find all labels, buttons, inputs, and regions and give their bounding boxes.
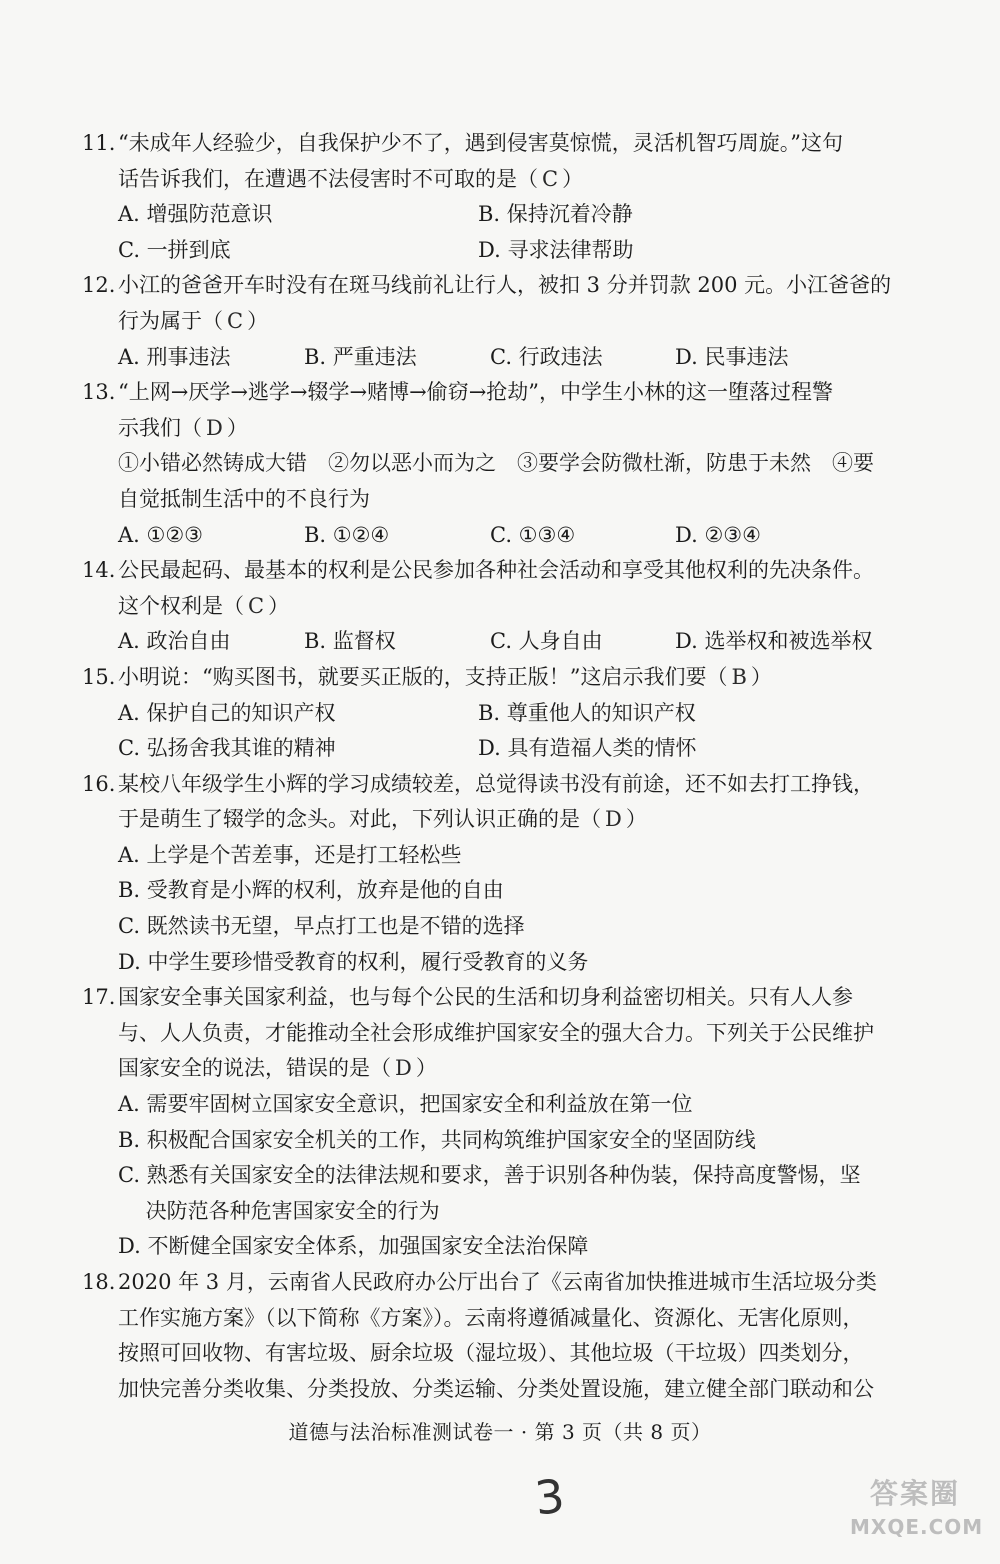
question-stem-line: 这个权利是（ C ）	[82, 589, 932, 625]
question-list	[82, 126, 932, 1407]
option-b: B. 监督权	[304, 629, 396, 654]
question-stem-line: 于是萌生了辍学的念头。对此，下列认识正确的是（ D ）	[82, 802, 932, 838]
option-c: C. ①③④	[490, 522, 576, 547]
question-number: 11.	[82, 131, 116, 155]
question-stem-line: 17. 国家安全事关国家利益，也与每个公民的生活和切身利益密切相关。只有人人参	[82, 980, 932, 1016]
handwritten-page-number: 3	[532, 1468, 568, 1526]
question-stem-line: 14. 公民最起码、最基本的权利是公民参加各种社会活动和享受其他权利的先决条件。	[82, 553, 932, 589]
page-footer: 道德与法治标准测试卷一 · 第 3 页（共 8 页）	[288, 1420, 712, 1444]
statement-line: 自觉抵制生活中的不良行为	[118, 486, 370, 511]
question-stem-line: 16. 某校八年级学生小辉的学习成绩较差，总觉得读书没有前途，还不如去打工挣钱，	[82, 767, 932, 803]
option-a: A. 刑事违法	[118, 344, 231, 369]
question-stem-line: 加快完善分类收集、分类投放、分类运输、分类处置设施，建立健全部门联动和公	[118, 1376, 874, 1401]
option-a: A. ①②③	[118, 522, 203, 547]
option-d: D. 中学生要珍惜受教育的权利，履行受教育的义务	[118, 949, 589, 974]
option-c: C. 人身自由	[490, 629, 603, 654]
option-b: B. 尊重他人的知识产权	[478, 700, 696, 725]
option-a: A. 政治自由	[118, 629, 231, 654]
question-stem-line: 12. 小江的爸爸开车时没有在斑马线前礼让行人，被扣 3 分并罚款 200 元。小江爸爸的	[82, 268, 932, 304]
option-c-continued: 决防范各种危害国家安全的行为	[118, 1198, 440, 1223]
question-stem-line: 13. “上网→厌学→逃学→辍学→赌博→偷窃→抢劫”，中学生小林的这一堕落过程警	[82, 375, 932, 411]
option-d: D. 不断健全国家安全体系，加强国家安全法治保障	[118, 1234, 589, 1259]
question-number: 18.	[82, 1270, 116, 1294]
question-stem-line: 工作实施方案》（以下简称《方案》）。云南将遵循减量化、资源化、无害化原则，	[118, 1305, 864, 1330]
option-b: B. ①②④	[304, 522, 390, 547]
option-row	[82, 197, 932, 233]
option-b: B. 严重违法	[304, 344, 417, 369]
question-stem-line: 国家安全的说法，错误的是（ D ）	[82, 1051, 932, 1087]
option-d: D. 民事违法	[675, 344, 789, 369]
option-d: D. 选举权和被选举权	[675, 629, 873, 654]
option-c: C. 一拼到底	[118, 237, 231, 262]
watermark-top: 答案圈	[869, 1477, 960, 1510]
question-12	[82, 268, 932, 375]
option-row	[82, 233, 932, 269]
answer-mark: B	[731, 664, 747, 689]
answer-mark: D	[206, 415, 223, 440]
watermark-bottom: MXQE.COM	[850, 1515, 984, 1539]
answer-mark: D	[395, 1056, 412, 1081]
question-number: 16.	[82, 771, 116, 796]
option-b: B. 受教育是小辉的权利，放弃是他的自由	[118, 878, 504, 903]
option-row	[82, 518, 932, 554]
question-stem-line: 18. 2020 年 3 月，云南省人民政府办公厅出台了《云南省加快推进城市生活垃圾分类	[82, 1265, 932, 1301]
question-11	[82, 126, 932, 268]
answer-mark: C	[227, 308, 244, 333]
option-a: A. 上学是个苦差事，还是打工轻松些	[118, 842, 462, 867]
question-16	[82, 767, 932, 981]
answer-mark: D	[605, 807, 622, 832]
option-d: D. 寻求法律帮助	[478, 237, 634, 262]
question-stem-line: 行为属于（ C ）	[82, 304, 932, 340]
question-number: 13.	[82, 380, 116, 405]
option-a: A. 需要牢固树立国家安全意识，把国家安全和利益放在第一位	[118, 1092, 693, 1117]
question-stem-line: 与、人人负责，才能推动全社会形成维护国家安全的强大合力。下列关于公民维护	[118, 1020, 874, 1045]
option-row	[82, 731, 932, 767]
statement-line: ①小错必然铸成大错 ②勿以恶小而为之 ③要学会防微杜渐，防患于未然 ④要	[118, 451, 874, 476]
question-15	[82, 660, 932, 767]
option-d: D. 具有造福人类的情怀	[478, 736, 697, 761]
option-c: C. 既然读书无望，早点打工也是不错的选择	[118, 914, 525, 939]
option-b: B. 保持沉着冷静	[478, 202, 633, 227]
question-number: 15.	[82, 664, 116, 689]
watermark-logo	[850, 1475, 984, 1555]
option-row	[82, 340, 932, 376]
question-number: 14.	[82, 558, 116, 583]
question-13	[82, 375, 932, 553]
option-b: B. 积极配合国家安全机关的工作，共同构筑维护国家安全的坚固防线	[118, 1127, 756, 1152]
option-row	[82, 696, 932, 732]
question-17	[82, 980, 932, 1265]
option-d: D. ②③④	[675, 522, 761, 547]
answer-mark: C	[542, 166, 559, 191]
question-stem-line: 按照可回收物、有害垃圾、厨余垃圾（湿垃圾）、其他垃圾（干垃圾）四类划分，	[118, 1341, 864, 1366]
question-18	[82, 1265, 932, 1407]
option-a: A. 保护自己的知识产权	[118, 700, 336, 725]
question-stem-line: 15. 小明说：“购买图书，就要买正版的，支持正版！”这启示我们要（ B ）	[82, 660, 932, 696]
option-row	[82, 624, 932, 660]
question-stem-line: 11. “未成年人经验少，自我保护少不了，遇到侵害莫惊慌，灵活机智巧周旋。”这句	[82, 126, 932, 162]
option-c: C. 行政违法	[490, 344, 603, 369]
question-stem-line: 话告诉我们，在遭遇不法侵害时不可取的是（ C ）	[82, 162, 932, 198]
option-c: C. 熟悉有关国家安全的法律法规和要求，善于识别各种伪装，保持高度警惕，坚	[118, 1163, 861, 1188]
answer-mark: C	[248, 593, 265, 618]
question-14	[82, 553, 932, 660]
question-number: 12.	[82, 273, 116, 298]
question-number: 17.	[82, 985, 116, 1010]
question-stem-line: 示我们（ D ）	[82, 411, 932, 447]
option-a: A. 增强防范意识	[118, 202, 273, 227]
option-c: C. 弘扬舍我其谁的精神	[118, 736, 336, 761]
